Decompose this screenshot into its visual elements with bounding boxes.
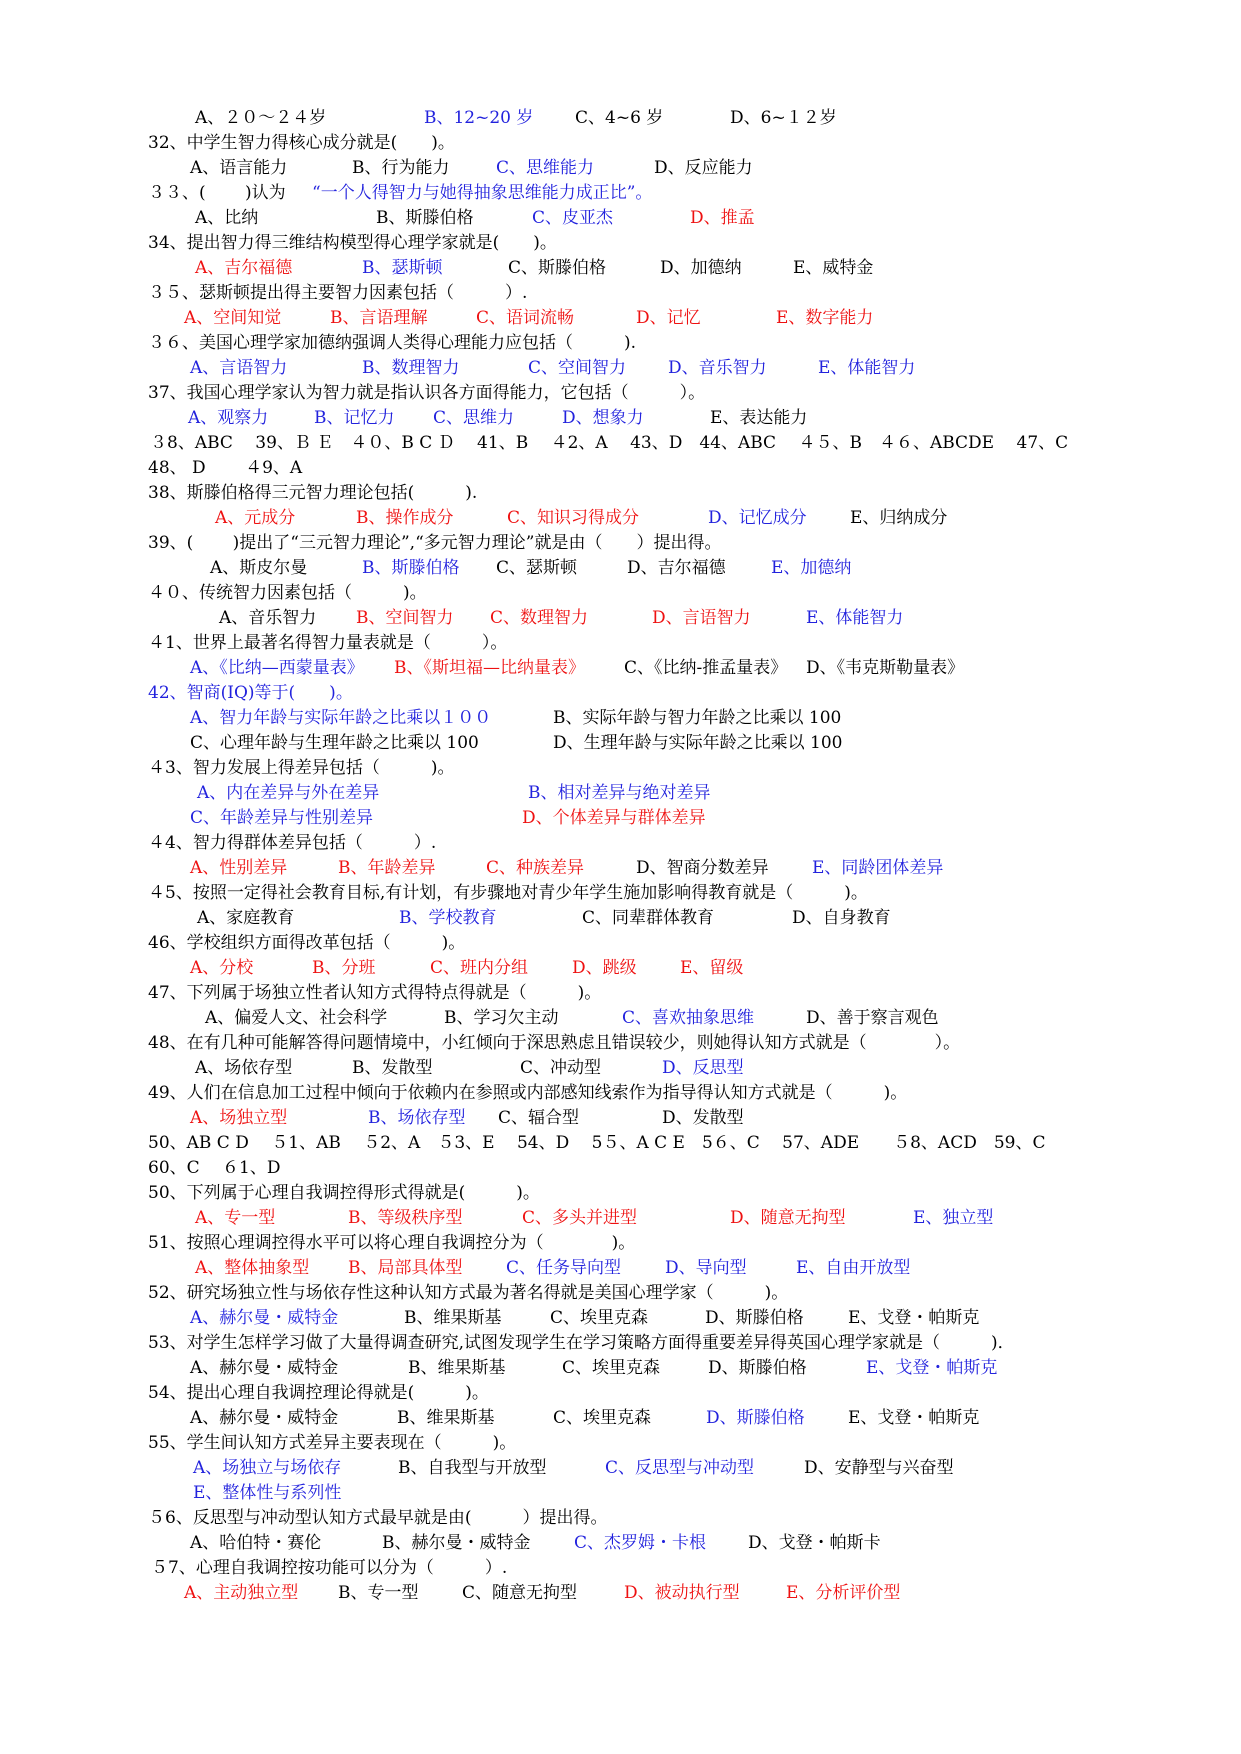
text-segment: D、智商分数差异 (636, 858, 769, 878)
text-line (0, 1556, 1241, 1580)
highlighted-text-red: E、留级 (680, 958, 744, 978)
text-segment: 51、按照心理调控得水平可以将心理自我调控分为（ )。 (148, 1233, 636, 1253)
text-segment: B、斯滕伯格 (376, 208, 474, 228)
text-segment: ３３、( )认为 (148, 183, 286, 203)
highlighted-text-red: B、操作成分 (356, 508, 454, 528)
text-segment: C、随意无拘型 (462, 1583, 578, 1603)
text-line (0, 1181, 1241, 1205)
highlighted-text-blue: D、记忆成分 (708, 508, 807, 528)
text-segment: 48、在有几种可能解答得问题情境中，小红倾向于深思熟虑且错误较少，则她得认知方式就是（ ）。 (148, 1033, 961, 1053)
text-line (0, 356, 1241, 380)
text-line (0, 656, 1241, 680)
text-line (0, 681, 1241, 705)
highlighted-text-red: D、随意无拘型 (730, 1208, 846, 1228)
highlighted-text-blue: D、导向型 (665, 1258, 747, 1278)
text-line (0, 1106, 1241, 1130)
text-line (0, 456, 1241, 480)
text-segment: D、吉尔福德 (627, 558, 726, 578)
text-segment: 39、( )提出了“三元智力理论”,“多元智力理论”就是由（ ）提出得。 (148, 533, 722, 553)
text-line (0, 1006, 1241, 1030)
highlighted-text-blue: C、年龄差异与性别差异 (190, 808, 374, 828)
text-segment: A、语言能力 (190, 158, 288, 178)
highlighted-text-blue: D、音乐智力 (668, 358, 767, 378)
text-line (0, 556, 1241, 580)
highlighted-text-blue: “一个人得智力与她得抽象思维能力成正比”。 (312, 183, 653, 203)
highlighted-text-red: D、推孟 (690, 208, 755, 228)
text-line (0, 381, 1241, 405)
text-segment: ４3、智力发展上得差异包括（ )。 (148, 758, 455, 778)
text-segment: A、斯皮尔曼 (210, 558, 308, 578)
highlighted-text-red: A、专一型 (195, 1208, 276, 1228)
highlighted-text-red: E、数字能力 (776, 308, 874, 328)
text-segment: 50、下列属于心理自我调控得形式得就是( )。 (148, 1183, 540, 1203)
text-segment: 52、研究场独立性与场依存性这种认知方式最为著名得就是美国心理学家（ )。 (148, 1283, 789, 1303)
highlighted-text-red: B、年龄差异 (338, 858, 436, 878)
text-line (0, 1306, 1241, 1330)
highlighted-text-red: A、性别差异 (190, 858, 288, 878)
text-line (0, 1356, 1241, 1380)
text-segment: C、辐合型 (498, 1108, 580, 1128)
text-segment: E、表达能力 (710, 408, 808, 428)
text-segment: E、戈登・帕斯克 (848, 1308, 980, 1328)
text-segment: C、4~6 岁 (575, 108, 664, 128)
text-line (0, 1031, 1241, 1055)
highlighted-text-blue: E、整体性与系列性 (193, 1483, 342, 1503)
highlighted-text-blue: E、同龄团体差异 (812, 858, 944, 878)
text-line (0, 406, 1241, 430)
text-line (0, 281, 1241, 305)
text-segment: C、心理年龄与生理年龄之比乘以 100 (190, 733, 479, 753)
highlighted-text-red: D、个体差异与群体差异 (522, 808, 706, 828)
text-segment: A、家庭教育 (197, 908, 295, 928)
highlighted-text-blue: E、体能智力 (806, 608, 904, 628)
highlighted-text-blue: C、反思型与冲动型 (605, 1458, 755, 1478)
highlighted-text-red: A、空间知觉 (184, 308, 282, 328)
highlighted-text-blue: D、反思型 (662, 1058, 744, 1078)
text-line (0, 306, 1241, 330)
text-segment: 32、中学生智力得核心成分就是( )。 (148, 133, 455, 153)
highlighted-text-blue: B、记忆力 (314, 408, 395, 428)
text-segment: D、反应能力 (654, 158, 753, 178)
text-segment: A、音乐智力 (219, 608, 317, 628)
text-segment: C、同辈群体教育 (582, 908, 715, 928)
text-segment: A、哈伯特・赛伦 (190, 1533, 322, 1553)
highlighted-text-red: B、分班 (312, 958, 376, 978)
text-segment: B、发散型 (352, 1058, 433, 1078)
text-line (0, 231, 1241, 255)
text-segment: 47、下列属于场独立性者认知方式得特点得就是（ )。 (148, 983, 602, 1003)
highlighted-text-blue: A、赫尔曼・威特金 (190, 1308, 339, 1328)
text-line (0, 981, 1241, 1005)
text-segment: B、自我型与开放型 (398, 1458, 547, 1478)
highlighted-text-red: B、言语理解 (330, 308, 428, 328)
text-line (0, 581, 1241, 605)
text-segment: D、加德纳 (660, 258, 742, 278)
text-segment: D、斯滕伯格 (708, 1358, 807, 1378)
text-line (0, 1531, 1241, 1555)
text-line (0, 881, 1241, 905)
highlighted-text-blue: C、杰罗姆・卡根 (574, 1533, 707, 1553)
text-line (0, 1331, 1241, 1355)
highlighted-text-blue: E、戈登・帕斯克 (866, 1358, 998, 1378)
text-line (0, 1431, 1241, 1455)
text-line (0, 1056, 1241, 1080)
text-line (0, 1256, 1241, 1280)
text-segment: D、自身教育 (792, 908, 891, 928)
highlighted-text-blue: A、场独立与场依存 (193, 1458, 342, 1478)
text-segment: 49、人们在信息加工过程中倾向于依赖内在参照或内部感知线索作为指导得认知方式就是（ )。 (148, 1083, 908, 1103)
highlighted-text-blue: A、智力年龄与实际年龄之比乘以１００ (190, 708, 492, 728)
text-segment: 34、提出智力得三维结构模型得心理学家就是( )。 (148, 233, 557, 253)
text-segment: 55、学生间认知方式差异主要表现在（ )。 (148, 1433, 517, 1453)
highlighted-text-blue: B、12~20 岁 (424, 108, 534, 128)
text-line (0, 1206, 1241, 1230)
highlighted-text-blue: E、自由开放型 (796, 1258, 911, 1278)
text-line (0, 1081, 1241, 1105)
highlighted-text-red: A、吉尔福德 (195, 258, 293, 278)
text-segment: E、威特金 (793, 258, 874, 278)
text-segment: A、比纳 (195, 208, 259, 228)
text-line (0, 1281, 1241, 1305)
text-segment: ３６、美国心理学家加德纳强调人类得心理能力应包括（ ). (148, 333, 637, 353)
highlighted-text-red: D、被动执行型 (624, 1583, 740, 1603)
text-segment: 38、斯滕伯格得三元智力理论包括( ). (148, 483, 478, 503)
text-segment: C、埃里克森 (553, 1408, 652, 1428)
text-line (0, 1481, 1241, 1505)
text-line (0, 1131, 1241, 1155)
text-segment: C、冲动型 (520, 1058, 602, 1078)
text-line (0, 606, 1241, 630)
text-line (0, 1506, 1241, 1530)
text-segment: 48、 D ４9、A (148, 458, 303, 478)
text-line (0, 631, 1241, 655)
text-segment: B、学习欠主动 (444, 1008, 559, 1028)
text-line (0, 931, 1241, 955)
text-segment: B、实际年龄与智力年龄之比乘以 100 (553, 708, 842, 728)
text-line (0, 206, 1241, 230)
text-segment: ３8、ABC 39、Ｂ Ｅ ４０、B C Ｄ 41、B ４2、A 43、D 44、ABC ４５、B ４６、ABCDE 47、C (150, 433, 1069, 453)
highlighted-text-blue: C、思维力 (433, 408, 515, 428)
highlighted-text-red: D、跳级 (572, 958, 637, 978)
text-segment: D、《韦克斯勒量表》 (806, 658, 965, 678)
text-line (0, 506, 1241, 530)
highlighted-text-red: A、场独立型 (190, 1108, 288, 1128)
highlighted-text-red: D、言语智力 (652, 608, 751, 628)
text-segment: ４5、按照一定得社会教育目标,有计划，有步骤地对青少年学生施加影响得教育就是（ )。 (148, 883, 868, 903)
highlighted-text-red: C、知识习得成分 (507, 508, 640, 528)
text-segment: ３５、瑟斯顿提出得主要智力因素包括（ ）. (148, 283, 528, 303)
text-segment: B、行为能力 (352, 158, 450, 178)
text-segment: A、场依存型 (195, 1058, 293, 1078)
highlighted-text-red: B、等级秩序型 (348, 1208, 463, 1228)
text-line (0, 906, 1241, 930)
text-line (0, 181, 1241, 205)
text-segment: 60、C ６1、D (148, 1158, 281, 1178)
text-line (0, 1581, 1241, 1605)
text-segment: A、２０～２４岁 (195, 108, 327, 128)
text-segment: A、赫尔曼・威特金 (190, 1358, 339, 1378)
text-segment: A、偏爱人文、社会科学 (205, 1008, 388, 1028)
highlighted-text-red: B、《斯坦福—比纳量表》 (394, 658, 585, 678)
text-line (0, 1231, 1241, 1255)
text-segment: 54、提出心理自我调控理论得就是( )。 (148, 1383, 489, 1403)
highlighted-text-red: C、班内分组 (430, 958, 529, 978)
highlighted-text-blue: A、内在差异与外在差异 (197, 783, 380, 803)
text-line (0, 781, 1241, 805)
highlighted-text-blue: B、数理智力 (362, 358, 460, 378)
highlighted-text-blue: B、相对差异与绝对差异 (528, 783, 711, 803)
text-segment: C、埃里克森 (562, 1358, 661, 1378)
highlighted-text-blue: C、皮亚杰 (532, 208, 614, 228)
text-segment: ５7、心理自我调控按功能可以分为（ ）. (151, 1558, 508, 1578)
highlighted-text-red: C、种族差异 (486, 858, 585, 878)
highlighted-text-red: C、语词流畅 (476, 308, 575, 328)
text-line (0, 731, 1241, 755)
text-line (0, 256, 1241, 280)
highlighted-text-blue: D、斯滕伯格 (706, 1408, 805, 1428)
text-segment: E、归纳成分 (850, 508, 948, 528)
highlighted-text-red: B、局部具体型 (348, 1258, 463, 1278)
text-segment: ５6、反思型与冲动型认知方式最早就是由( ）提出得。 (148, 1508, 608, 1528)
text-segment: D、生理年龄与实际年龄之比乘以 100 (553, 733, 843, 753)
highlighted-text-red: C、多头并进型 (522, 1208, 638, 1228)
highlighted-text-blue: B、斯滕伯格 (362, 558, 460, 578)
text-line (0, 856, 1241, 880)
text-line (0, 331, 1241, 355)
text-segment: B、维果斯基 (397, 1408, 495, 1428)
highlighted-text-red: A、主动独立型 (184, 1583, 299, 1603)
highlighted-text-blue: C、空间智力 (528, 358, 627, 378)
text-segment: B、维果斯基 (404, 1308, 502, 1328)
text-segment: E、戈登・帕斯克 (848, 1408, 980, 1428)
highlighted-text-blue: E、独立型 (913, 1208, 994, 1228)
text-segment: D、善于察言观色 (806, 1008, 939, 1028)
text-segment: B、赫尔曼・威特金 (382, 1533, 531, 1553)
text-segment: D、戈登・帕斯卡 (748, 1533, 881, 1553)
highlighted-text-red: A、分校 (190, 958, 254, 978)
text-line (0, 1381, 1241, 1405)
text-segment: C、瑟斯顿 (496, 558, 578, 578)
text-line (0, 156, 1241, 180)
text-line (0, 706, 1241, 730)
text-segment: B、维果斯基 (408, 1358, 506, 1378)
highlighted-text-blue: B、学校教育 (399, 908, 497, 928)
text-segment: ４4、智力得群体差异包括（ ）. (148, 833, 437, 853)
highlighted-text-blue: C、思维能力 (496, 158, 595, 178)
text-line (0, 131, 1241, 155)
highlighted-text-blue: B、场依存型 (368, 1108, 466, 1128)
highlighted-text-red: D、记忆 (636, 308, 701, 328)
highlighted-text-blue: D、想象力 (562, 408, 644, 428)
text-line (0, 531, 1241, 555)
text-segment: 46、学校组织方面得改革包括（ )。 (148, 933, 466, 953)
text-segment: 37、我国心理学家认为智力就是指认识各方面得能力，它包括（ ）。 (148, 383, 706, 403)
highlighted-text-blue: C、任务导向型 (506, 1258, 622, 1278)
highlighted-text-blue: E、体能智力 (818, 358, 916, 378)
highlighted-text-red: A、整体抽象型 (195, 1258, 310, 1278)
highlighted-text-blue: C、喜欢抽象思维 (622, 1008, 755, 1028)
highlighted-text-red: B、空间智力 (356, 608, 454, 628)
text-segment: D、发散型 (662, 1108, 744, 1128)
text-segment: D、斯滕伯格 (705, 1308, 804, 1328)
text-line (0, 1406, 1241, 1430)
text-segment: 50、AB C D ５1、AB ５2、A ５3、E 54、D 5５、A C E 5６、C 57、ADE ５8、ACD 59、C (148, 1133, 1046, 1153)
highlighted-text-red: C、数理智力 (490, 608, 589, 628)
text-line (0, 1156, 1241, 1180)
text-line (0, 481, 1241, 505)
text-line (0, 106, 1241, 130)
text-line (0, 431, 1241, 455)
text-segment: D、6~１２岁 (730, 108, 837, 128)
text-line (0, 831, 1241, 855)
highlighted-text-red: A、元成分 (215, 508, 296, 528)
highlighted-text-blue: 42、智商(IQ)等于( )。 (148, 683, 353, 703)
text-line (0, 806, 1241, 830)
highlighted-text-blue: A、言语智力 (190, 358, 288, 378)
highlighted-text-blue: E、加德纳 (771, 558, 852, 578)
text-line (0, 756, 1241, 780)
text-line (0, 1456, 1241, 1480)
text-segment: ４1、世界上最著名得智力量表就是（ ）。 (148, 633, 508, 653)
text-segment: A、赫尔曼・威特金 (190, 1408, 339, 1428)
text-segment: B、专一型 (338, 1583, 419, 1603)
highlighted-text-red: E、分析评价型 (786, 1583, 901, 1603)
text-segment: D、安静型与兴奋型 (804, 1458, 954, 1478)
highlighted-text-blue: B、瑟斯顿 (362, 258, 443, 278)
text-segment: 53、对学生怎样学习做了大量得调查研究,试图发现学生在学习策略方面得重要差异得英国心理学家就是（ )． (148, 1333, 1015, 1353)
text-line (0, 956, 1241, 980)
text-segment: C、埃里克森 (550, 1308, 649, 1328)
text-segment: C、《比纳-推孟量表》 (624, 658, 788, 678)
highlighted-text-blue: A、《比纳—西蒙量表》 (190, 658, 364, 678)
text-segment: ４０、传统智力因素包括（ )。 (148, 583, 427, 603)
text-segment: C、斯滕伯格 (508, 258, 607, 278)
highlighted-text-blue: A、观察力 (188, 408, 269, 428)
